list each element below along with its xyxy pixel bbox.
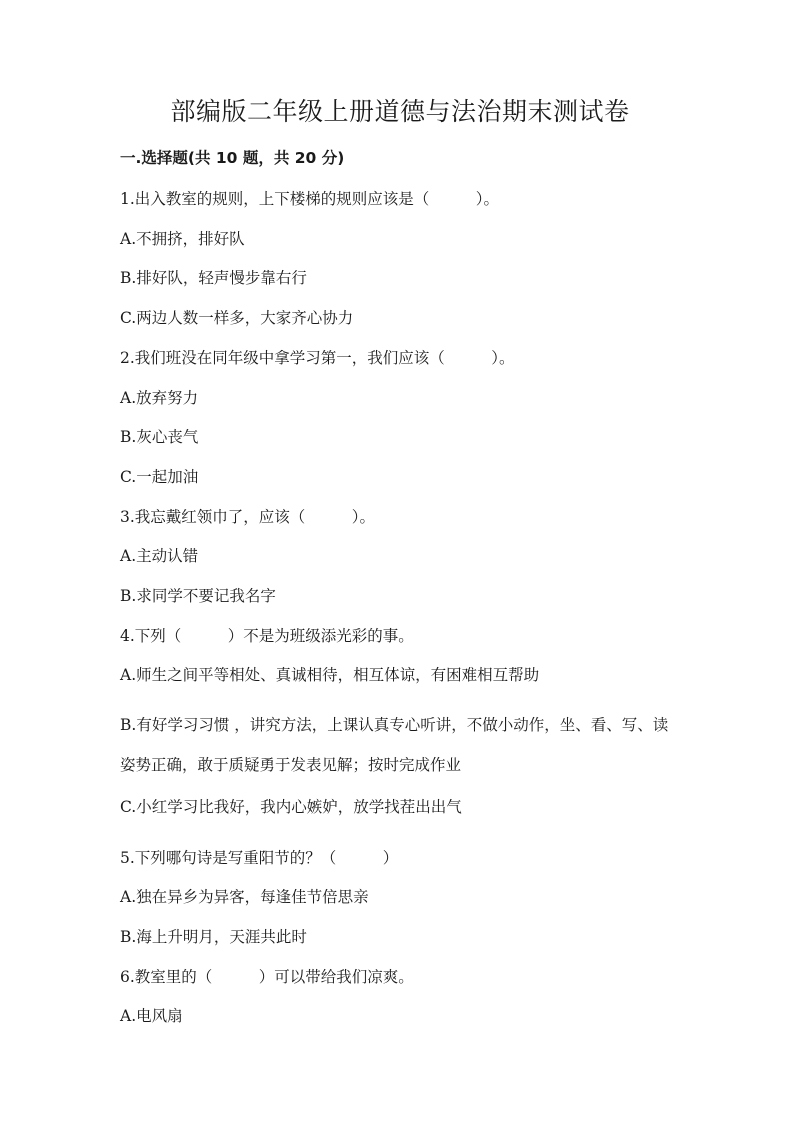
question-4-stem: 4.下列（ ）不是为班级添光彩的事。 bbox=[120, 627, 414, 645]
page-title: 部编版二年级上册道德与法治期末测试卷 bbox=[170, 97, 630, 126]
question-1-stem: 1.出入教室的规则，上下楼梯的规则应该是（ ）。 bbox=[120, 190, 500, 208]
question-2-option-a: A.放弃努力 bbox=[120, 389, 199, 407]
question-5-stem: 5.下列哪句诗是写重阳节的？（ ） bbox=[120, 849, 399, 867]
question-6-option-a: A.电风扇 bbox=[120, 1007, 183, 1025]
question-3-stem: 3.我忘戴红领巾了，应该（ ）。 bbox=[120, 508, 376, 526]
question-1-option-c: C.两边人数一样多，大家齐心协力 bbox=[120, 309, 354, 327]
question-1-option-b: B.排好队，轻声慢步靠右行 bbox=[120, 269, 307, 287]
section-heading: 一.选择题(共 10 题，共 20 分) bbox=[120, 149, 345, 167]
question-6-stem: 6.教室里的（ ）可以带给我们凉爽。 bbox=[120, 968, 414, 986]
question-5-option-b: B.海上升明月，天涯共此时 bbox=[120, 928, 307, 946]
question-4-option-b: B.有好学习习惯 ，讲究方法，上课认真专心听讲，不做小动作，坐、看、写、读姿势正确，敢于质疑勇于发表见解；按时完成作业 bbox=[120, 716, 669, 774]
question-5-option-a: A.独在异乡为异客，每逢佳节倍思亲 bbox=[120, 888, 369, 906]
question-4-option-a: A.师生之间平等相处、真诚相待，相互体谅，有困难相互帮助 bbox=[120, 666, 540, 684]
question-1-option-a: A.不拥挤，排好队 bbox=[120, 230, 245, 248]
question-3-option-b: B.求同学不要记我名字 bbox=[120, 587, 276, 605]
question-2-option-b: B.灰心丧气 bbox=[120, 428, 199, 446]
question-3-option-a: A.主动认错 bbox=[120, 547, 199, 565]
question-2-option-c: C.一起加油 bbox=[120, 468, 199, 486]
question-4-option-c: C.小红学习比我好，我内心嫉妒，放学找茬出出气 bbox=[120, 798, 462, 816]
question-2-stem: 2.我们班没在同年级中拿学习第一，我们应该（ ）。 bbox=[120, 349, 515, 367]
